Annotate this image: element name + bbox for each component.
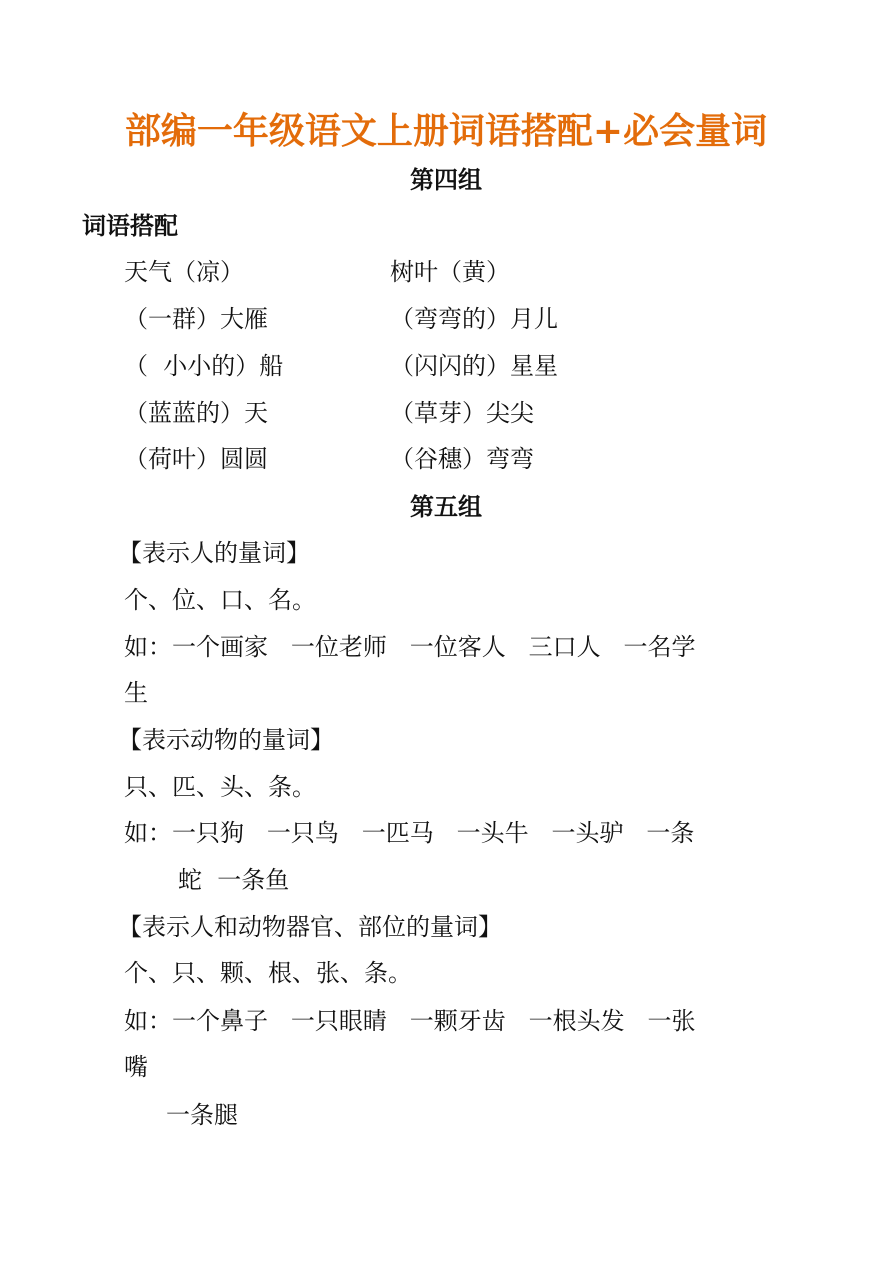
pair-right: （谷穗）弯弯: [390, 445, 534, 473]
example-line-wrap: 生: [124, 679, 148, 707]
example-line-continued: 一条腿: [166, 1101, 238, 1129]
pair-left: （蓝蓝的）天: [124, 399, 268, 427]
example-line: 如：一个鼻子 一只眼睛 一颗牙齿 一根头发 一张: [124, 1007, 696, 1035]
measure-word-list: 个、位、口、名。: [124, 586, 316, 614]
pair-right: （闪闪的）星星: [390, 352, 558, 380]
measure-word-list: 只、匹、头、条。: [124, 773, 316, 801]
pair-left: （荷叶）圆圆: [124, 445, 268, 473]
example-line: 如：一个画家 一位老师 一位客人 三口人 一名学: [124, 633, 696, 661]
pair-right: （弯弯的）月儿: [390, 305, 558, 333]
document-title: 部编一年级语文上册词语搭配+必会量词: [124, 111, 768, 152]
measure-word-label: 【表示动物的量词】: [118, 726, 334, 754]
pair-right: 树叶（黄）: [390, 258, 510, 286]
measure-word-label: 【表示人的量词】: [118, 539, 310, 567]
pair-left: （ 小小的）船: [124, 352, 284, 380]
measure-word-label: 【表示人和动物器官、部位的量词】: [118, 913, 502, 941]
pair-right: （草芽）尖尖: [390, 399, 534, 427]
pair-left: 天气（凉）: [124, 258, 244, 286]
word-pairing-heading: 词语搭配: [82, 212, 178, 240]
group4-heading: 第四组: [410, 166, 482, 194]
group5-heading: 第五组: [410, 493, 482, 521]
example-line-wrap: 蛇 一条鱼: [178, 866, 290, 894]
example-line-wrap: 嘴: [124, 1053, 148, 1081]
pair-left: （一群）大雁: [124, 305, 268, 333]
example-line: 如：一只狗 一只鸟 一匹马 一头牛 一头驴 一条: [124, 819, 695, 847]
measure-word-list: 个、只、颗、根、张、条。: [124, 959, 412, 987]
